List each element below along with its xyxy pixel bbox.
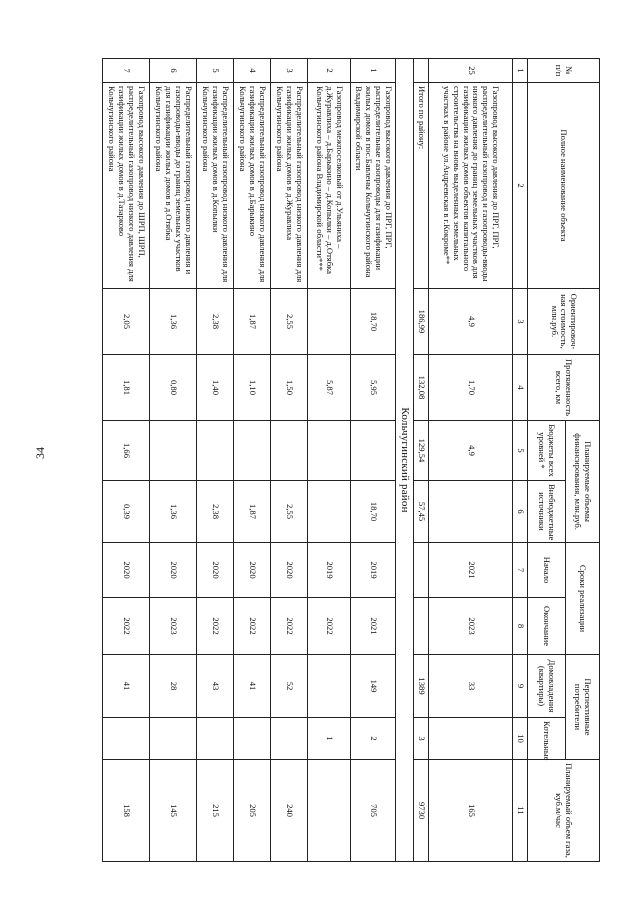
region-heading: Кольчугинский район bbox=[396, 59, 414, 862]
page-number: 34 bbox=[33, 447, 47, 459]
row-houses: 149 bbox=[351, 655, 396, 718]
row-cost: 2,55 bbox=[271, 289, 308, 355]
header-name: Полное наименование объекта bbox=[528, 83, 600, 289]
row-volume: 205 bbox=[234, 760, 271, 862]
row-budget bbox=[351, 421, 396, 481]
row-n: 5 bbox=[197, 59, 234, 83]
row-budget bbox=[271, 421, 308, 481]
row-extra: 2,55 bbox=[271, 481, 308, 543]
header-start: Начало bbox=[528, 543, 566, 598]
row-end: 2023 bbox=[429, 598, 513, 655]
header-boilers: Котельные bbox=[528, 718, 566, 760]
row-boilers bbox=[271, 718, 308, 760]
row-n: 2 bbox=[308, 59, 351, 83]
row-houses: 33 bbox=[429, 655, 513, 718]
row-n: 6 bbox=[150, 59, 197, 83]
gas-pipeline-table bbox=[102, 58, 600, 862]
row-length: 1,10 bbox=[234, 355, 271, 421]
col-number: 7 bbox=[513, 543, 528, 598]
row-cost: 1,87 bbox=[234, 289, 271, 355]
header-length: Протяженность всего, км bbox=[528, 355, 600, 421]
col-number: 2 bbox=[513, 83, 528, 289]
row-cost: 1,36 bbox=[150, 289, 197, 355]
row-boilers: 1 bbox=[308, 718, 351, 760]
row-name: Газопровод высокого давления до ШРП, ШРП, распределительный газопровод низкого давления для газификации жилых домов в д.Тазарково Кольчугинского района bbox=[103, 83, 150, 289]
total-cost: 186,99 bbox=[414, 289, 429, 355]
total-volume: 9730 bbox=[414, 760, 429, 862]
table-row bbox=[271, 59, 308, 862]
row-end: 2022 bbox=[103, 598, 150, 655]
col-number: 6 bbox=[513, 481, 528, 543]
col-number: 3 bbox=[513, 289, 528, 355]
row-name: Распределительный газопровод низкого давления для газификации жилых домов в д.Журавлиха Кольчугинского района bbox=[271, 83, 308, 289]
row-length: 1,70 bbox=[429, 355, 513, 421]
row-budget: 1,66 bbox=[103, 421, 150, 481]
header-n: № п/п bbox=[528, 59, 600, 83]
row-name: Распределительный газопровод низкого давления и газопроводы-вводы до границ земельных участков для газификации жилых домов в д.Отябка Кольчугинского района bbox=[150, 83, 197, 289]
region-row bbox=[396, 59, 414, 862]
total-length: 132,08 bbox=[414, 355, 429, 421]
header-cost: Ориентировоч-ная стоимость, млн.руб. bbox=[528, 289, 600, 355]
col-number: 8 bbox=[513, 598, 528, 655]
header-budget: Бюджеты всех уровней * bbox=[528, 421, 566, 481]
row-end: 2022 bbox=[197, 598, 234, 655]
row-n: 7 bbox=[103, 59, 150, 83]
row-boilers bbox=[150, 718, 197, 760]
row-start: 2021 bbox=[429, 543, 513, 598]
table-row bbox=[234, 59, 271, 862]
row-length: 5,87 bbox=[308, 355, 351, 421]
row-length: 1,50 bbox=[271, 355, 308, 421]
row-n: 4 bbox=[234, 59, 271, 83]
row-budget bbox=[197, 421, 234, 481]
row-houses: 41 bbox=[234, 655, 271, 718]
header-terms: Сроки реализации bbox=[566, 543, 600, 655]
row-houses bbox=[308, 655, 351, 718]
row-volume: 158 bbox=[103, 760, 150, 862]
row-houses: 52 bbox=[271, 655, 308, 718]
row-start: 2020 bbox=[103, 543, 150, 598]
header-end: Окончание bbox=[528, 598, 566, 655]
total-budget: 129,54 bbox=[414, 421, 429, 481]
row-houses: 28 bbox=[150, 655, 197, 718]
row-end: 2021 bbox=[351, 598, 396, 655]
row-volume: 165 bbox=[429, 760, 513, 862]
row-volume bbox=[308, 760, 351, 862]
col-number: 10 bbox=[513, 718, 528, 760]
total-label: Итого по району: bbox=[414, 83, 429, 289]
header-consumers: Перспективные потребители bbox=[566, 655, 600, 760]
row-extra bbox=[308, 481, 351, 543]
row-end: 2023 bbox=[150, 598, 197, 655]
total-extra: 57,45 bbox=[414, 481, 429, 543]
row-budget bbox=[308, 421, 351, 481]
row-cost: 2,38 bbox=[197, 289, 234, 355]
row-cost: 4,9 bbox=[429, 289, 513, 355]
table-row bbox=[197, 59, 234, 862]
row-extra: 0,39 bbox=[103, 481, 150, 543]
row-volume: 145 bbox=[150, 760, 197, 862]
header-finance: Планируемые объемы финансирования, млн.руб. bbox=[566, 421, 600, 543]
row-start: 2019 bbox=[351, 543, 396, 598]
table-row bbox=[103, 59, 150, 862]
row-boilers bbox=[197, 718, 234, 760]
total-houses: 1389 bbox=[414, 655, 429, 718]
row-cost: 2,05 bbox=[103, 289, 150, 355]
row-start: 2020 bbox=[271, 543, 308, 598]
row-start: 2020 bbox=[150, 543, 197, 598]
col-number: 11 bbox=[513, 760, 528, 862]
row-length: 0,80 bbox=[150, 355, 197, 421]
table-row bbox=[351, 59, 396, 862]
row-end: 2022 bbox=[234, 598, 271, 655]
row-end: 2022 bbox=[308, 598, 351, 655]
row-start: 2020 bbox=[197, 543, 234, 598]
row-budget bbox=[234, 421, 271, 481]
row-length: 1,81 bbox=[103, 355, 150, 421]
row-boilers bbox=[234, 718, 271, 760]
column-number-row bbox=[513, 59, 528, 862]
row-extra bbox=[429, 481, 513, 543]
row-extra: 18,70 bbox=[351, 481, 396, 543]
rotated-page bbox=[107, 58, 600, 861]
row-n: 25 bbox=[429, 59, 513, 83]
row-cost: 18,70 bbox=[351, 289, 396, 355]
row-boilers bbox=[429, 718, 513, 760]
header-houses: Домовладения (квартиры) bbox=[528, 655, 566, 718]
table-row bbox=[308, 59, 351, 862]
row-volume: 705 bbox=[351, 760, 396, 862]
col-number: 1 bbox=[513, 59, 528, 83]
row-name: Газопровод высокого давления до ПРГ, ПРГ, распределительные газопроводы для газификации жилых домов в пос.Бавлены Кольчугинского района Владимирской области bbox=[351, 83, 396, 289]
row-volume: 215 bbox=[197, 760, 234, 862]
row-volume: 240 bbox=[271, 760, 308, 862]
col-number: 4 bbox=[513, 355, 528, 421]
row-start: 2020 bbox=[234, 543, 271, 598]
row-end: 2022 bbox=[271, 598, 308, 655]
row-name: Газопровод высокого давления до ПРГ, ПРГ, распределительный газопровод и газопроводы-вводы низкого давления до границ земельных участков для газификации жилых домов объектов капитального строительства на вновь выделенных земельных участках в районе ул.Андреевская в г.Кокроме** bbox=[429, 83, 513, 289]
row-length: 1,40 bbox=[197, 355, 234, 421]
row-n: 3 bbox=[271, 59, 308, 83]
total-row bbox=[414, 59, 429, 862]
row-n: 1 bbox=[351, 59, 396, 83]
col-number: 9 bbox=[513, 655, 528, 718]
row-budget bbox=[150, 421, 197, 481]
row-cost bbox=[308, 289, 351, 355]
col-number: 5 bbox=[513, 421, 528, 481]
table-row bbox=[150, 59, 197, 862]
row-start: 2019 bbox=[308, 543, 351, 598]
row-budget: 4,9 bbox=[429, 421, 513, 481]
header-extra: Внебюджетные источники bbox=[528, 481, 566, 543]
row-extra: 1,87 bbox=[234, 481, 271, 543]
row-extra: 1,36 bbox=[150, 481, 197, 543]
row-extra: 2,38 bbox=[197, 481, 234, 543]
row-length: 5,95 bbox=[351, 355, 396, 421]
total-boilers: 3 bbox=[414, 718, 429, 760]
row-name: Газопровод межпоселковый от д.Ульяниха – д.Журавлиха – д.Барыкино – д.Копылки – д.Отябка Кольчугинского района Владимирской области*** bbox=[308, 83, 351, 289]
row-houses: 43 bbox=[197, 655, 234, 718]
row-boilers: 2 bbox=[351, 718, 396, 760]
row-name: Распределительный газопровод низкого давления для газификации жилых домов в д.Барыкино Кольчугинского района bbox=[234, 83, 271, 289]
row-boilers bbox=[103, 718, 150, 760]
row-name: Распределительный газопровод низкого давления для газификации жилых домов в д.Копылки Кольчугинского района bbox=[197, 83, 234, 289]
row-houses: 41 bbox=[103, 655, 150, 718]
header-volume: Планируемый объем газа, куб.м/час bbox=[528, 760, 600, 862]
table-row bbox=[429, 59, 513, 862]
